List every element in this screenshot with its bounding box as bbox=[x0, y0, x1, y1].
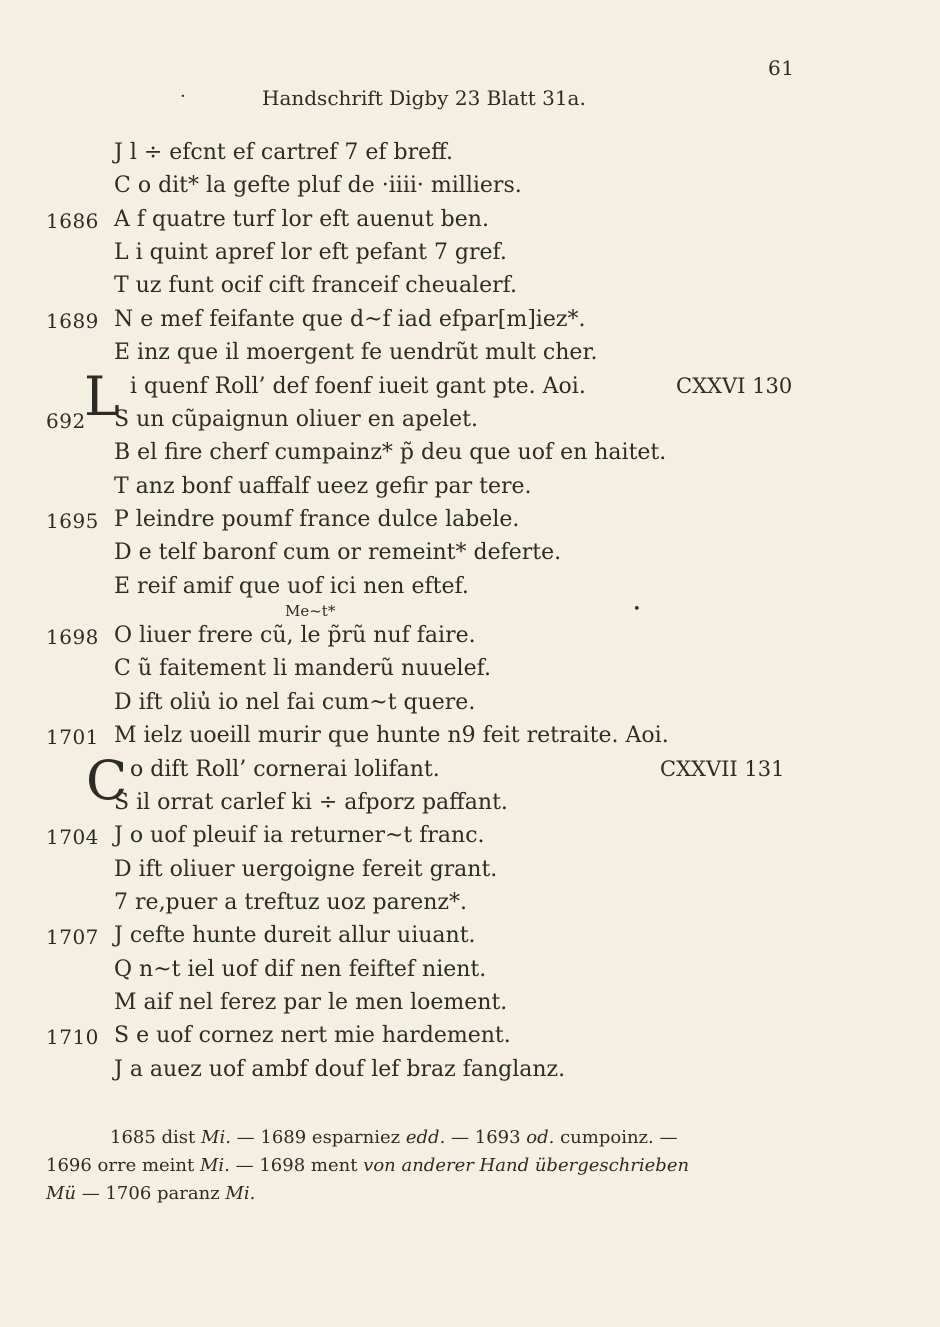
verse-text: B el fire cherf cumpainz* p̃ deu que uof en haitet. bbox=[114, 440, 667, 465]
verse-text: C o dit* la gefte pluf de ·iiii· milliers. bbox=[114, 173, 522, 198]
verse-line bbox=[0, 1057, 940, 1090]
footnote-text: — 1689 esparniez bbox=[230, 1127, 406, 1148]
verse-line bbox=[0, 957, 940, 990]
footnote-text: — 1706 paranz bbox=[76, 1183, 226, 1204]
verse-text: L i quint apref lor eft pefant 7 gref. bbox=[114, 240, 507, 265]
verse-text: 7 re‚puer a treftuz uoz parenz*. bbox=[114, 890, 468, 915]
footnote-text: 1685 dist bbox=[110, 1127, 202, 1148]
verse-text: E inz que il moergent fe uendrũt mult cher. bbox=[114, 340, 598, 365]
verse-line bbox=[0, 623, 940, 656]
running-head-dot: · bbox=[180, 86, 186, 107]
footnote-italic: Mi. bbox=[225, 1183, 256, 1204]
verse-number: 1698 bbox=[46, 625, 99, 649]
verse-line bbox=[0, 507, 940, 540]
verse-number: 1689 bbox=[46, 309, 99, 333]
page-number: 61 bbox=[768, 56, 795, 80]
verse-line bbox=[0, 757, 940, 790]
verse-text: P leindre poumf france dulce labele. bbox=[114, 507, 520, 532]
verse-number: 1707 bbox=[46, 925, 99, 949]
verse-number: 1710 bbox=[46, 1025, 99, 1049]
verse-line bbox=[0, 173, 940, 206]
verse-text: J l ÷ efcnt ef cartref 7 ef breff. bbox=[114, 140, 453, 165]
initial-C: C bbox=[86, 749, 128, 812]
verse-text: T anz bonf uaffalf ueez gefir par tere. bbox=[114, 474, 532, 499]
verse-line bbox=[0, 440, 940, 473]
verse-line bbox=[0, 407, 940, 440]
verse-text: J cefte hunte dureit allur uiuant. bbox=[114, 923, 476, 948]
verse-line bbox=[0, 273, 940, 306]
verse-line bbox=[0, 240, 940, 273]
footnote-italic: edd. bbox=[405, 1127, 446, 1148]
verse-line bbox=[0, 140, 940, 173]
verse-line bbox=[0, 690, 940, 723]
verse-text: O liuer frere cũ, le p̃rũ nuf faire. bbox=[114, 623, 476, 648]
verse-line bbox=[0, 474, 940, 507]
verse-number: 1695 bbox=[46, 509, 99, 533]
laisse-number: CXXVII 131 bbox=[660, 757, 785, 781]
verse-text: D ift oliu̓ io nel fai cum~t quere. bbox=[114, 690, 476, 715]
footnote-italic: Mi. bbox=[199, 1155, 230, 1176]
verse-line bbox=[0, 540, 940, 573]
verse-text: S un cũpaignun oliuer en apelet. bbox=[114, 407, 479, 432]
verse-text: D e telf baronf cum or remeint* deferte. bbox=[114, 540, 562, 565]
verse-number: 692 bbox=[46, 409, 86, 433]
verse-text: T uz funt ocif cift franceif cheualerf. bbox=[114, 273, 517, 298]
verse-text: E reif amif que uof ici nen eftef. bbox=[114, 574, 469, 599]
verse-line bbox=[0, 857, 940, 890]
verse-line bbox=[0, 923, 940, 956]
verse-text: Q n~t iel uof dif nen feiftef nient. bbox=[114, 957, 487, 982]
verse-text: A f quatre turf lor eft auenut ben. bbox=[114, 207, 489, 232]
footnote-line bbox=[46, 1152, 798, 1180]
footnote-italic: Mü bbox=[46, 1183, 77, 1204]
verse-text: D ift oliuer uergoigne fereit grant. bbox=[114, 857, 498, 882]
verse-line bbox=[0, 656, 940, 689]
verse-line bbox=[0, 723, 940, 756]
margin-mark: • bbox=[633, 602, 641, 617]
verse-number: 1686 bbox=[46, 209, 99, 233]
verse-text: N e mef feifante que d~f iad efpar[m]iez*. bbox=[114, 307, 586, 332]
footnotes bbox=[46, 1124, 798, 1208]
footnote-line bbox=[46, 1124, 798, 1152]
initial-L: L bbox=[84, 365, 120, 428]
verse-line bbox=[0, 823, 940, 856]
verse-line bbox=[0, 1023, 940, 1056]
footnote-text: 1696 orre meint bbox=[46, 1155, 200, 1176]
verse-line bbox=[0, 890, 940, 923]
verse-text: S il orrat carlef ki ÷ afporz paffant. bbox=[114, 790, 508, 815]
verse-text: J o uof pleuif ia returner~t franc. bbox=[114, 823, 485, 848]
interlinear-note: Me~t* bbox=[285, 602, 336, 620]
verse-number: 1704 bbox=[46, 825, 99, 849]
verse-text: i quenf Roll’ def foenf iueit gant pte. Aoi. bbox=[130, 374, 586, 399]
verse-text: C ũ faitement li manderũ nuuelef. bbox=[114, 656, 491, 681]
verse-line bbox=[0, 307, 940, 340]
verse-line bbox=[0, 574, 940, 607]
verse-text: M ielz uoeill murir que hunte n9 feit retraite. Aoi. bbox=[114, 723, 669, 748]
verse-line bbox=[0, 374, 940, 407]
footnote-text: — 1693 bbox=[445, 1127, 527, 1148]
verse-text: M aif nel ferez par le men loement. bbox=[114, 990, 508, 1015]
verse-number: 1701 bbox=[46, 725, 99, 749]
verse-line bbox=[0, 340, 940, 373]
footnote-text: — 1698 ment bbox=[229, 1155, 364, 1176]
verse-line bbox=[0, 790, 940, 823]
footnote-italic: od. bbox=[526, 1127, 555, 1148]
verse-text: o dift Roll’ cornerai lolifant. bbox=[130, 757, 440, 782]
verse-line bbox=[0, 207, 940, 240]
laisse-number: CXXVI 130 bbox=[676, 374, 793, 398]
footnote-italic: Mi. bbox=[201, 1127, 231, 1148]
verse-text: J a auez uof ambf douf lef braz fanglanz. bbox=[114, 1057, 566, 1082]
verse-line bbox=[0, 990, 940, 1023]
footnote-text: cumpoinz. — bbox=[554, 1127, 678, 1148]
footnote-line bbox=[46, 1180, 798, 1208]
running-head: Handschrift Digby 23 Blatt 31a. bbox=[262, 86, 586, 110]
footnote-italic: von anderer Hand übergeschrieben bbox=[363, 1155, 690, 1176]
verse-text: S e uof cornez nert mie hardement. bbox=[114, 1023, 511, 1048]
